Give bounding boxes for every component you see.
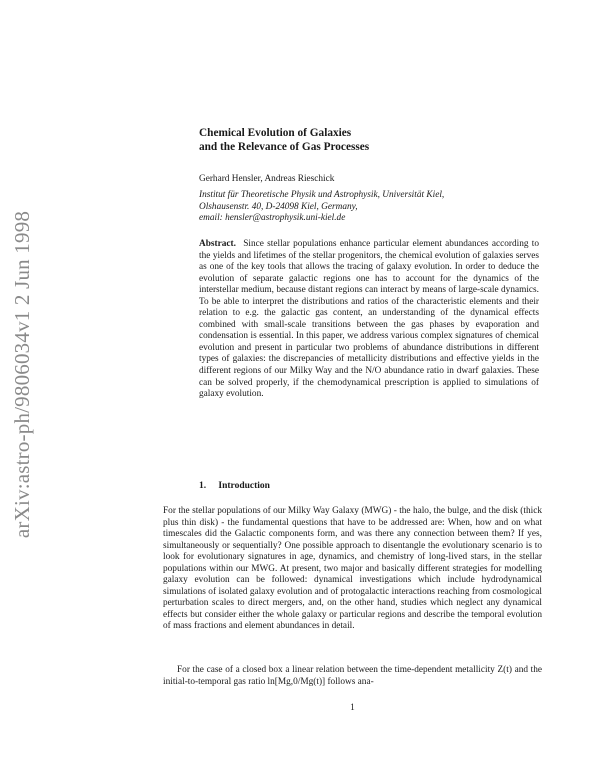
body-paragraph-1: For the stellar populations of our Milky Way Galaxy (MWG) - the halo, the bulge, and the disk (thick plus thin disk) - the fundamental questions that have to be addressed are: When, how and on what timescales did the Galactic components form, and was there any connection between them? If yes, simultaneously or sequentially? One possible approach to disentangle the evolutionary scenario is to look for evolutionary signatures in age, dynamics, and chemistry of long-lived stars, in the stellar populations within our MWG. At present, two major and basically different strategies for modelling galaxy evolution can be followed: dynamical investigations which include hydrodynamical simulations of isolated galaxy evolution and of protogalactic interactions reaching from cosmological perturbation scales to direct mergers, and, on the other hand, studies which neglect any dynamical effects but consider either the whole galaxy or particular regions and describe the temporal evolution of mass fractions and element abundances in detail. — [163, 506, 542, 632]
section-number: 1. — [199, 481, 207, 491]
affiliation-line-2: Olshausenstr. 40, D-24098 Kiel, Germany, — [199, 201, 358, 212]
affiliation-line-1: Institut für Theoretische Physik und Astrophysik, Universität Kiel, — [199, 190, 445, 200]
arxiv-identifier-stamp — [4, 204, 42, 544]
abstract — [199, 239, 539, 401]
author-affiliation — [199, 190, 544, 225]
paper-title — [199, 127, 539, 154]
body-paragraph-2: For the case of a closed box a linear relation between the time-dependent metallicity Z(t) and the initial-to-temporal gas ratio ln[Mg,0/Mg(t)] follows ana- — [163, 665, 542, 687]
arxiv-identifier-text: arXiv:astro-ph/9806034v1 2 Jun 1998 — [10, 210, 35, 538]
section-title: Introduction — [218, 481, 270, 491]
section-heading-introduction — [199, 481, 499, 491]
title-line-1: Chemical Evolution of Galaxies — [199, 127, 352, 139]
abstract-label: Abstract. — [199, 239, 236, 249]
affiliation-email: email: hensler@astrophysik.uni-kiel.de — [199, 213, 346, 224]
author-list: Gerhard Hensler, Andreas Rieschick — [199, 174, 335, 184]
abstract-text: Since stellar populations enhance particular element abundances according to the yields and lifetimes of the stellar progenitors, the chemical evolution of galaxies serves as one of the key tools that allows the tracing of galaxy evolution. In order to deduce the evolution of separate galactic regions one has to account for the dynamics of the interstellar medium, because distant regions can interact by means of large-scale dynamics. To be able to interpret the distributions and ratios of the characteristic elements and their relation to e.g. the galactic gas content, an understanding of the dynamical effects combined with small-scale transitions between the gas phases by evaporation and condensation is essential. In this paper, we address various complex signatures of chemical evolution and present in particular two problems of abundance distributions in different types of galaxies: the discrepancies of metallicity distributions and effective yields in the different regions of our Milky Way and the N/O abundance ratio in dwarf galaxies. These can be solved properly, if the chemodynamical prescription is applied to simulations of galaxy evolution. — [199, 239, 540, 400]
title-line-2: and the Relevance of Gas Processes — [199, 140, 370, 153]
page-number: 1 — [350, 703, 355, 713]
